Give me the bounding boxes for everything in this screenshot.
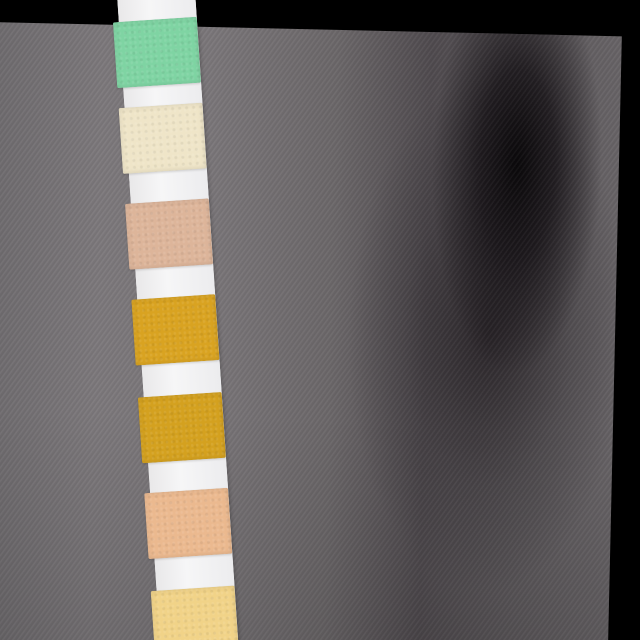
- reagent-pad-4: [131, 294, 219, 365]
- reagent-pad-2: [119, 103, 207, 174]
- reagent-pad-6: [144, 488, 232, 559]
- fabric-shading: [0, 22, 622, 640]
- reagent-pad-3: [125, 198, 213, 269]
- fabric-background: [0, 22, 622, 640]
- reagent-pad-7: [151, 586, 239, 640]
- reagent-pad-1: [113, 17, 201, 88]
- reagent-pad-5: [138, 392, 226, 463]
